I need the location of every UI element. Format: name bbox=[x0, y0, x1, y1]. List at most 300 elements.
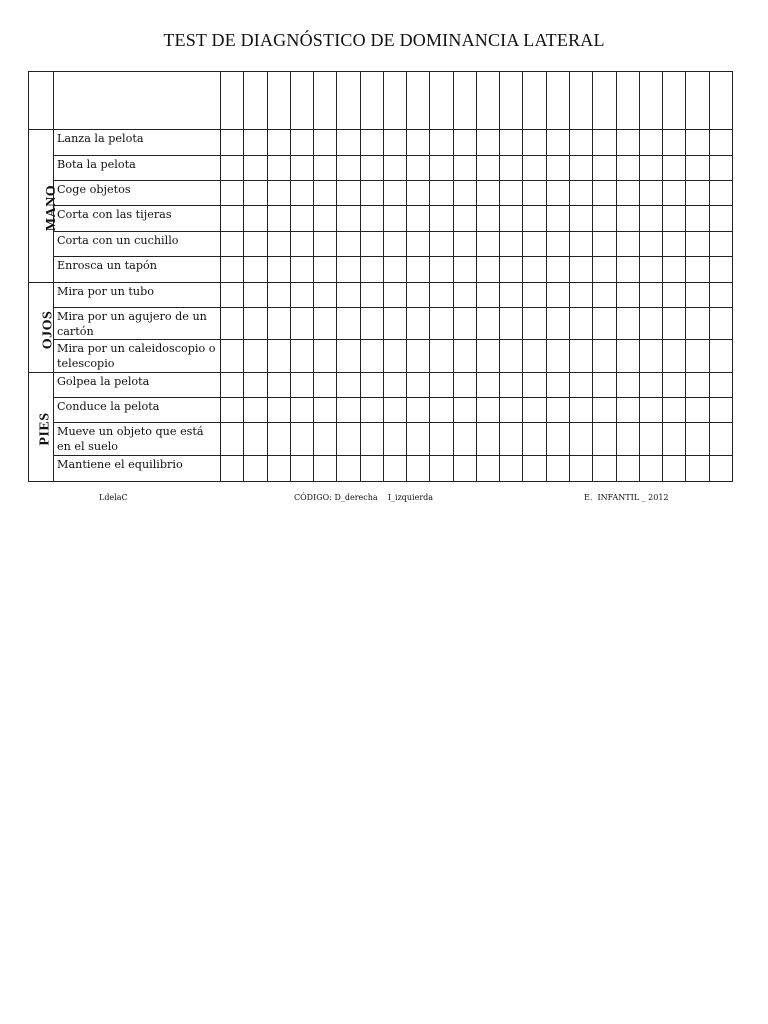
answer-cell bbox=[686, 423, 709, 456]
group-label: OJOS bbox=[40, 310, 56, 349]
header-cell bbox=[546, 72, 569, 130]
answer-cell bbox=[290, 308, 313, 340]
header-cell bbox=[314, 72, 337, 130]
answer-cell bbox=[290, 156, 313, 181]
answer-cell bbox=[500, 283, 523, 308]
answer-cell bbox=[593, 206, 616, 232]
answer-cell bbox=[337, 283, 360, 308]
header-cell bbox=[407, 72, 430, 130]
answer-cell bbox=[663, 398, 686, 423]
answer-cell bbox=[616, 181, 639, 206]
answer-cell bbox=[709, 130, 732, 156]
header-row bbox=[29, 72, 733, 130]
row-label: Golpea la pelota bbox=[57, 375, 150, 388]
answer-cell bbox=[593, 283, 616, 308]
answer-cell bbox=[221, 283, 244, 308]
answer-cell bbox=[337, 130, 360, 156]
header-cell bbox=[290, 72, 313, 130]
answer-cell bbox=[360, 340, 383, 373]
answer-cell bbox=[360, 308, 383, 340]
answer-cell bbox=[407, 232, 430, 257]
answer-cell bbox=[453, 308, 476, 340]
answer-cell bbox=[616, 130, 639, 156]
answer-cell bbox=[709, 206, 732, 232]
answer-cell bbox=[569, 308, 592, 340]
answer-cell bbox=[593, 423, 616, 456]
answer-cell bbox=[430, 206, 453, 232]
answer-cell bbox=[709, 340, 732, 373]
answer-cell bbox=[221, 181, 244, 206]
answer-cell bbox=[244, 398, 267, 423]
answer-cell bbox=[569, 373, 592, 398]
row-label: Conduce la pelota bbox=[57, 400, 160, 413]
answer-cell bbox=[500, 423, 523, 456]
answer-cell bbox=[290, 456, 313, 482]
answer-cell bbox=[709, 398, 732, 423]
header-cell bbox=[500, 72, 523, 130]
answer-cell bbox=[244, 308, 267, 340]
answer-cell bbox=[360, 232, 383, 257]
table-row bbox=[29, 308, 733, 340]
answer-cell bbox=[686, 206, 709, 232]
answer-cell bbox=[523, 232, 546, 257]
answer-cell bbox=[476, 456, 499, 482]
answer-cell bbox=[267, 130, 290, 156]
answer-cell bbox=[453, 373, 476, 398]
row-label: Mueve un objeto que está en el suelo bbox=[57, 425, 204, 453]
answer-cell bbox=[546, 308, 569, 340]
answer-cell bbox=[383, 130, 406, 156]
answer-cell bbox=[290, 257, 313, 283]
answer-cell bbox=[569, 283, 592, 308]
row-label-cell bbox=[54, 398, 221, 423]
answer-cell bbox=[383, 181, 406, 206]
answer-cell bbox=[290, 206, 313, 232]
answer-cell bbox=[686, 398, 709, 423]
answer-cell bbox=[523, 206, 546, 232]
header-cell bbox=[639, 72, 662, 130]
answer-cell bbox=[593, 308, 616, 340]
answer-cell bbox=[593, 456, 616, 482]
row-label-cell bbox=[54, 206, 221, 232]
answer-cell bbox=[593, 181, 616, 206]
answer-cell bbox=[453, 340, 476, 373]
answer-cell bbox=[523, 257, 546, 283]
answer-cell bbox=[523, 283, 546, 308]
header-corner-cell bbox=[29, 72, 54, 130]
answer-cell bbox=[407, 308, 430, 340]
answer-cell bbox=[407, 156, 430, 181]
answer-cell bbox=[453, 206, 476, 232]
answer-cell bbox=[500, 181, 523, 206]
answer-cell bbox=[337, 232, 360, 257]
header-cell bbox=[337, 72, 360, 130]
answer-cell bbox=[244, 340, 267, 373]
answer-cell bbox=[290, 130, 313, 156]
answer-cell bbox=[290, 232, 313, 257]
answer-cell bbox=[476, 373, 499, 398]
answer-cell bbox=[476, 423, 499, 456]
answer-cell bbox=[546, 456, 569, 482]
answer-cell bbox=[267, 398, 290, 423]
answer-cell bbox=[500, 232, 523, 257]
header-cell bbox=[430, 72, 453, 130]
answer-cell bbox=[546, 232, 569, 257]
answer-cell bbox=[314, 423, 337, 456]
row-label-cell bbox=[54, 283, 221, 308]
answer-cell bbox=[709, 181, 732, 206]
answer-cell bbox=[709, 257, 732, 283]
answer-cell bbox=[639, 257, 662, 283]
header-cell bbox=[686, 72, 709, 130]
answer-cell bbox=[476, 257, 499, 283]
answer-cell bbox=[221, 156, 244, 181]
answer-cell bbox=[500, 206, 523, 232]
header-cell bbox=[267, 72, 290, 130]
table-row bbox=[29, 257, 733, 283]
answer-cell bbox=[523, 340, 546, 373]
answer-cell bbox=[593, 232, 616, 257]
answer-cell bbox=[337, 206, 360, 232]
answer-cell bbox=[476, 283, 499, 308]
answer-cell bbox=[383, 398, 406, 423]
answer-cell bbox=[430, 156, 453, 181]
header-label-cell bbox=[54, 72, 221, 130]
header-cell bbox=[383, 72, 406, 130]
answer-cell bbox=[663, 181, 686, 206]
answer-cell bbox=[383, 456, 406, 482]
answer-cell bbox=[500, 398, 523, 423]
table-row bbox=[29, 423, 733, 456]
answer-cell bbox=[337, 423, 360, 456]
row-label: Corta con un cuchillo bbox=[57, 234, 179, 247]
header-cell bbox=[476, 72, 499, 130]
answer-cell bbox=[244, 283, 267, 308]
answer-cell bbox=[616, 423, 639, 456]
row-label: Mira por un caleidoscopio o telescopio bbox=[57, 342, 216, 370]
answer-cell bbox=[523, 423, 546, 456]
answer-cell bbox=[709, 423, 732, 456]
answer-cell bbox=[476, 308, 499, 340]
answer-cell bbox=[593, 398, 616, 423]
answer-cell bbox=[663, 373, 686, 398]
row-label: Mira por un tubo bbox=[57, 285, 154, 298]
answer-cell bbox=[360, 181, 383, 206]
answer-cell bbox=[290, 398, 313, 423]
answer-cell bbox=[639, 130, 662, 156]
answer-cell bbox=[337, 456, 360, 482]
answer-cell bbox=[569, 130, 592, 156]
answer-cell bbox=[569, 257, 592, 283]
answer-cell bbox=[430, 283, 453, 308]
answer-cell bbox=[407, 340, 430, 373]
answer-cell bbox=[407, 181, 430, 206]
answer-cell bbox=[430, 398, 453, 423]
footer-author: LdelaC bbox=[99, 493, 128, 502]
answer-cell bbox=[500, 257, 523, 283]
answer-cell bbox=[244, 232, 267, 257]
answer-cell bbox=[267, 423, 290, 456]
answer-cell bbox=[430, 232, 453, 257]
answer-cell bbox=[686, 340, 709, 373]
answer-cell bbox=[314, 181, 337, 206]
answer-cell bbox=[500, 456, 523, 482]
answer-cell bbox=[453, 456, 476, 482]
answer-cell bbox=[383, 308, 406, 340]
header-cell bbox=[360, 72, 383, 130]
answer-cell bbox=[314, 373, 337, 398]
answer-cell bbox=[500, 373, 523, 398]
answer-cell bbox=[453, 423, 476, 456]
answer-cell bbox=[360, 257, 383, 283]
row-label-cell bbox=[54, 156, 221, 181]
answer-cell bbox=[639, 373, 662, 398]
answer-cell bbox=[546, 181, 569, 206]
answer-cell bbox=[453, 130, 476, 156]
answer-cell bbox=[639, 398, 662, 423]
answer-cell bbox=[663, 456, 686, 482]
answer-cell bbox=[407, 456, 430, 482]
answer-cell bbox=[430, 340, 453, 373]
answer-cell bbox=[314, 340, 337, 373]
answer-cell bbox=[569, 181, 592, 206]
answer-cell bbox=[290, 423, 313, 456]
answer-cell bbox=[267, 340, 290, 373]
answer-cell bbox=[546, 156, 569, 181]
answer-cell bbox=[663, 423, 686, 456]
answer-cell bbox=[569, 340, 592, 373]
answer-cell bbox=[639, 283, 662, 308]
answer-cell bbox=[663, 232, 686, 257]
answer-cell bbox=[709, 308, 732, 340]
row-label-cell bbox=[54, 340, 221, 373]
answer-cell bbox=[476, 206, 499, 232]
answer-cell bbox=[546, 283, 569, 308]
answer-cell bbox=[221, 398, 244, 423]
answer-cell bbox=[523, 308, 546, 340]
answer-cell bbox=[407, 257, 430, 283]
answer-cell bbox=[430, 423, 453, 456]
answer-cell bbox=[523, 456, 546, 482]
answer-cell bbox=[360, 398, 383, 423]
answer-cell bbox=[639, 423, 662, 456]
answer-cell bbox=[407, 206, 430, 232]
row-label-cell bbox=[54, 130, 221, 156]
answer-cell bbox=[639, 232, 662, 257]
row-label-cell bbox=[54, 373, 221, 398]
header-cell bbox=[593, 72, 616, 130]
answer-cell bbox=[221, 373, 244, 398]
answer-cell bbox=[476, 232, 499, 257]
answer-cell bbox=[360, 373, 383, 398]
answer-cell bbox=[244, 373, 267, 398]
answer-cell bbox=[221, 340, 244, 373]
answer-cell bbox=[616, 340, 639, 373]
table-row bbox=[29, 340, 733, 373]
answer-cell bbox=[383, 423, 406, 456]
answer-cell bbox=[709, 156, 732, 181]
answer-cell bbox=[663, 206, 686, 232]
answer-cell bbox=[616, 156, 639, 181]
answer-cell bbox=[244, 257, 267, 283]
answer-cell bbox=[244, 423, 267, 456]
answer-cell bbox=[709, 283, 732, 308]
answer-cell bbox=[337, 340, 360, 373]
table-row bbox=[29, 130, 733, 156]
answer-cell bbox=[314, 283, 337, 308]
answer-cell bbox=[546, 340, 569, 373]
answer-cell bbox=[407, 398, 430, 423]
answer-cell bbox=[593, 156, 616, 181]
answer-cell bbox=[616, 308, 639, 340]
answer-cell bbox=[639, 181, 662, 206]
answer-cell bbox=[686, 130, 709, 156]
answer-cell bbox=[244, 456, 267, 482]
answer-cell bbox=[476, 340, 499, 373]
answer-cell bbox=[476, 156, 499, 181]
answer-cell bbox=[267, 232, 290, 257]
answer-cell bbox=[267, 283, 290, 308]
answer-cell bbox=[337, 257, 360, 283]
table-row bbox=[29, 181, 733, 206]
table-row bbox=[29, 373, 733, 398]
header-cell bbox=[663, 72, 686, 130]
answer-cell bbox=[523, 373, 546, 398]
answer-cell bbox=[383, 232, 406, 257]
answer-cell bbox=[569, 232, 592, 257]
answer-cell bbox=[314, 308, 337, 340]
answer-cell bbox=[593, 130, 616, 156]
table-row bbox=[29, 456, 733, 482]
group-label: MANO bbox=[44, 184, 60, 232]
header-cell bbox=[709, 72, 732, 130]
group-cell-mano bbox=[29, 130, 60, 283]
answer-cell bbox=[663, 308, 686, 340]
row-label: Mira por un agujero de un cartón bbox=[57, 310, 207, 338]
row-label-cell bbox=[54, 232, 221, 257]
answer-cell bbox=[430, 373, 453, 398]
answer-cell bbox=[221, 456, 244, 482]
answer-cell bbox=[407, 283, 430, 308]
answer-cell bbox=[337, 156, 360, 181]
row-label: Mantiene el equilibrio bbox=[57, 458, 183, 471]
answer-cell bbox=[430, 456, 453, 482]
answer-cell bbox=[663, 283, 686, 308]
answer-cell bbox=[523, 181, 546, 206]
answer-cell bbox=[686, 181, 709, 206]
header-cell bbox=[523, 72, 546, 130]
answer-cell bbox=[337, 373, 360, 398]
answer-cell bbox=[500, 130, 523, 156]
group-label: PIES bbox=[37, 412, 53, 446]
answer-cell bbox=[616, 283, 639, 308]
footer-course: E. INFANTIL _ 2012 bbox=[584, 493, 669, 502]
answer-cell bbox=[221, 423, 244, 456]
answer-cell bbox=[546, 423, 569, 456]
answer-cell bbox=[616, 232, 639, 257]
answer-cell bbox=[476, 398, 499, 423]
dominance-table bbox=[28, 71, 733, 482]
answer-cell bbox=[500, 156, 523, 181]
answer-cell bbox=[314, 232, 337, 257]
answer-cell bbox=[453, 181, 476, 206]
answer-cell bbox=[337, 308, 360, 340]
answer-cell bbox=[546, 257, 569, 283]
answer-cell bbox=[616, 257, 639, 283]
row-label: Enrosca un tapón bbox=[57, 259, 157, 272]
row-label: Coge objetos bbox=[57, 183, 131, 196]
answer-cell bbox=[221, 130, 244, 156]
answer-cell bbox=[430, 181, 453, 206]
table-body bbox=[29, 72, 733, 482]
answer-cell bbox=[290, 340, 313, 373]
group-cell-pies bbox=[29, 373, 54, 482]
answer-cell bbox=[686, 456, 709, 482]
answer-cell bbox=[500, 308, 523, 340]
answer-cell bbox=[686, 257, 709, 283]
row-label-cell bbox=[54, 257, 221, 283]
answer-cell bbox=[569, 156, 592, 181]
answer-cell bbox=[616, 398, 639, 423]
answer-cell bbox=[383, 257, 406, 283]
answer-cell bbox=[453, 156, 476, 181]
answer-cell bbox=[430, 130, 453, 156]
answer-cell bbox=[430, 308, 453, 340]
answer-cell bbox=[337, 398, 360, 423]
answer-cell bbox=[244, 156, 267, 181]
answer-cell bbox=[593, 373, 616, 398]
answer-cell bbox=[616, 456, 639, 482]
table-row bbox=[29, 156, 733, 181]
row-label: Corta con las tijeras bbox=[57, 208, 172, 221]
answer-cell bbox=[546, 398, 569, 423]
answer-cell bbox=[686, 283, 709, 308]
answer-cell bbox=[267, 257, 290, 283]
footer-code-legend: CÓDIGO: D_derecha I_izquierda bbox=[294, 493, 434, 502]
answer-cell bbox=[569, 398, 592, 423]
answer-cell bbox=[523, 130, 546, 156]
answer-cell bbox=[709, 456, 732, 482]
group-cell-ojos bbox=[29, 283, 54, 373]
answer-cell bbox=[244, 130, 267, 156]
header-cell bbox=[569, 72, 592, 130]
answer-cell bbox=[639, 340, 662, 373]
answer-cell bbox=[686, 232, 709, 257]
answer-cell bbox=[686, 308, 709, 340]
answer-cell bbox=[290, 283, 313, 308]
answer-cell bbox=[453, 283, 476, 308]
answer-cell bbox=[546, 373, 569, 398]
answer-cell bbox=[360, 156, 383, 181]
answer-cell bbox=[314, 398, 337, 423]
answer-cell bbox=[314, 156, 337, 181]
answer-cell bbox=[360, 130, 383, 156]
answer-cell bbox=[639, 456, 662, 482]
answer-cell bbox=[314, 257, 337, 283]
header-cell bbox=[221, 72, 244, 130]
answer-cell bbox=[244, 206, 267, 232]
header-cell bbox=[244, 72, 267, 130]
answer-cell bbox=[709, 373, 732, 398]
row-label-cell bbox=[54, 181, 221, 206]
answer-cell bbox=[383, 206, 406, 232]
answer-cell bbox=[267, 181, 290, 206]
table-row bbox=[29, 206, 733, 232]
answer-cell bbox=[663, 156, 686, 181]
answer-cell bbox=[546, 130, 569, 156]
answer-cell bbox=[453, 257, 476, 283]
answer-cell bbox=[337, 181, 360, 206]
